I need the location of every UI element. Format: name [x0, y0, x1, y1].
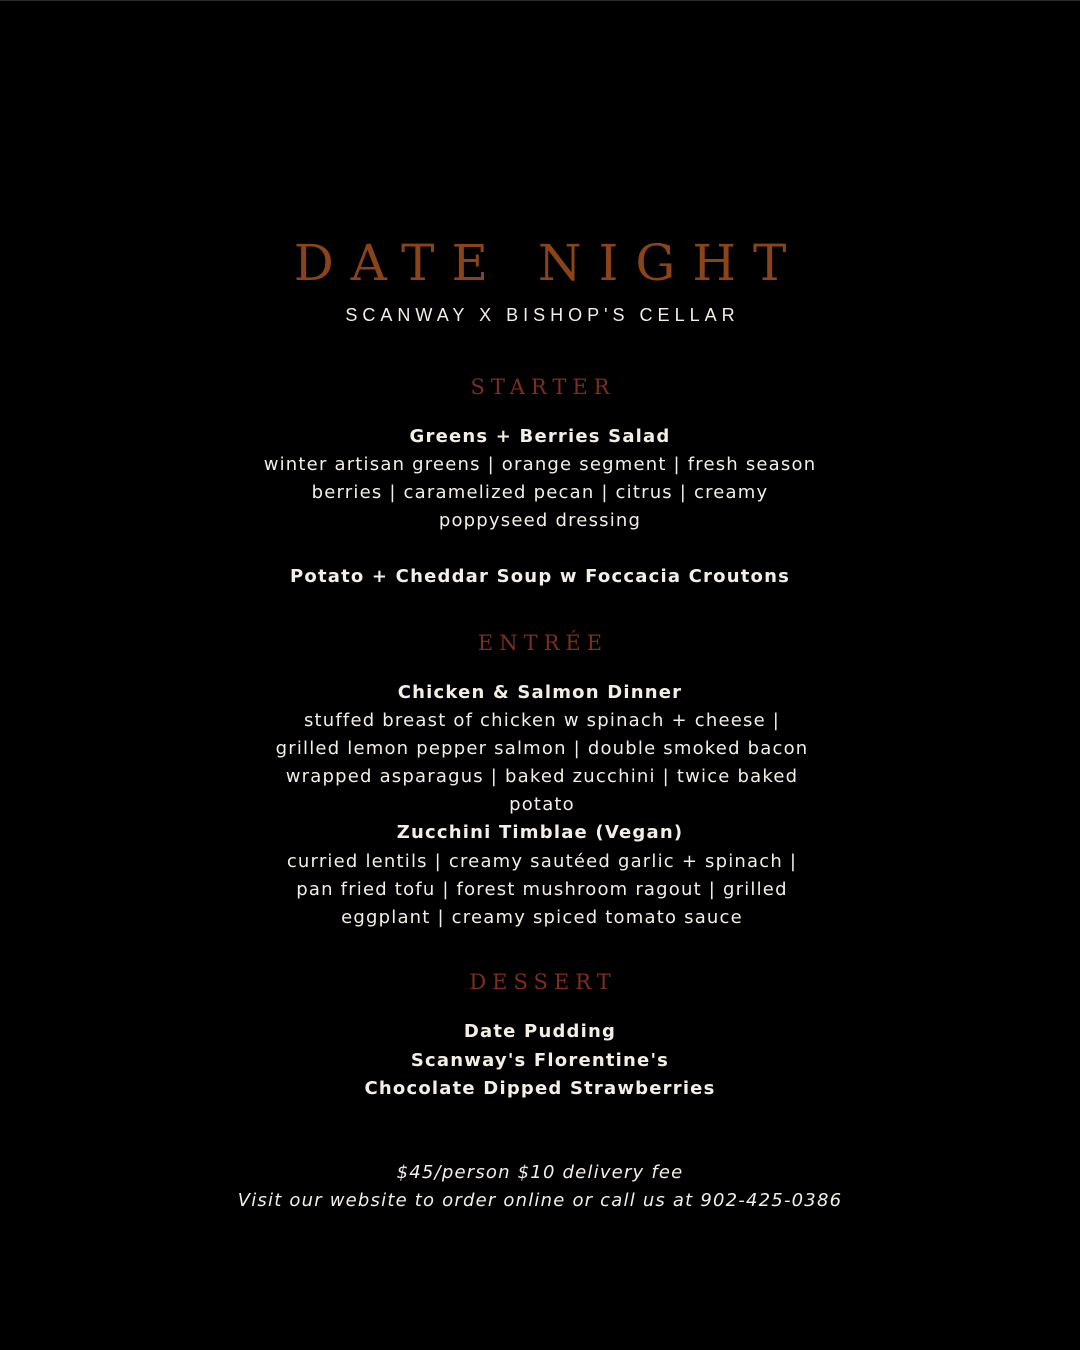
dish-name-zucchini-timblae: Zucchini Timblae (Vegan) [396, 822, 684, 843]
dish-description-chicken-salmon-dinner: stuffed breast of chicken w spinach + cheese | grilled lemon pepper salmon | double smoked bacon wrapped asparagus | baked zucchini | twice baked potato [275, 710, 809, 815]
dish-name-chicken-salmon-dinner: Chicken & Salmon Dinner [397, 682, 683, 703]
dessert-item-date-pudding: Date Pudding [463, 1021, 617, 1042]
footer-contact: Visit our website to order online or call us at 902-425-0386 [237, 1190, 843, 1211]
dessert-item-chocolate-strawberries: Chocolate Dipped Strawberries [364, 1078, 716, 1099]
menu-subtitle: SCANWAY X BISHOP'S CELLAR [345, 305, 740, 325]
footer-price: $45/person $10 delivery fee [396, 1162, 684, 1183]
dessert-item-florentines: Scanway's Florentine's [410, 1050, 670, 1071]
section-heading-dessert: DESSERT [469, 970, 617, 994]
dish-description-greens-berries-salad: winter artisan greens | orange segment | fresh season berries | caramelized pecan | citrus | creamy poppyseed dressing [263, 454, 817, 531]
menu-title: DATE NIGHT [293, 234, 804, 292]
section-heading-entree: ENTRÉE [477, 631, 609, 655]
dish-description-zucchini-timblae: curried lentils | creamy sautéed garlic + spinach | pan fried tofu | forest mushroom ragout | grilled eggplant | creamy spiced tomato sauce [286, 851, 798, 928]
dish-name-greens-berries-salad: Greens + Berries Salad [409, 426, 671, 447]
dish-name-potato-cheddar-soup: Potato + Cheddar Soup w Foccacia Croutons [289, 566, 791, 587]
section-heading-starter: STARTER [470, 375, 616, 399]
